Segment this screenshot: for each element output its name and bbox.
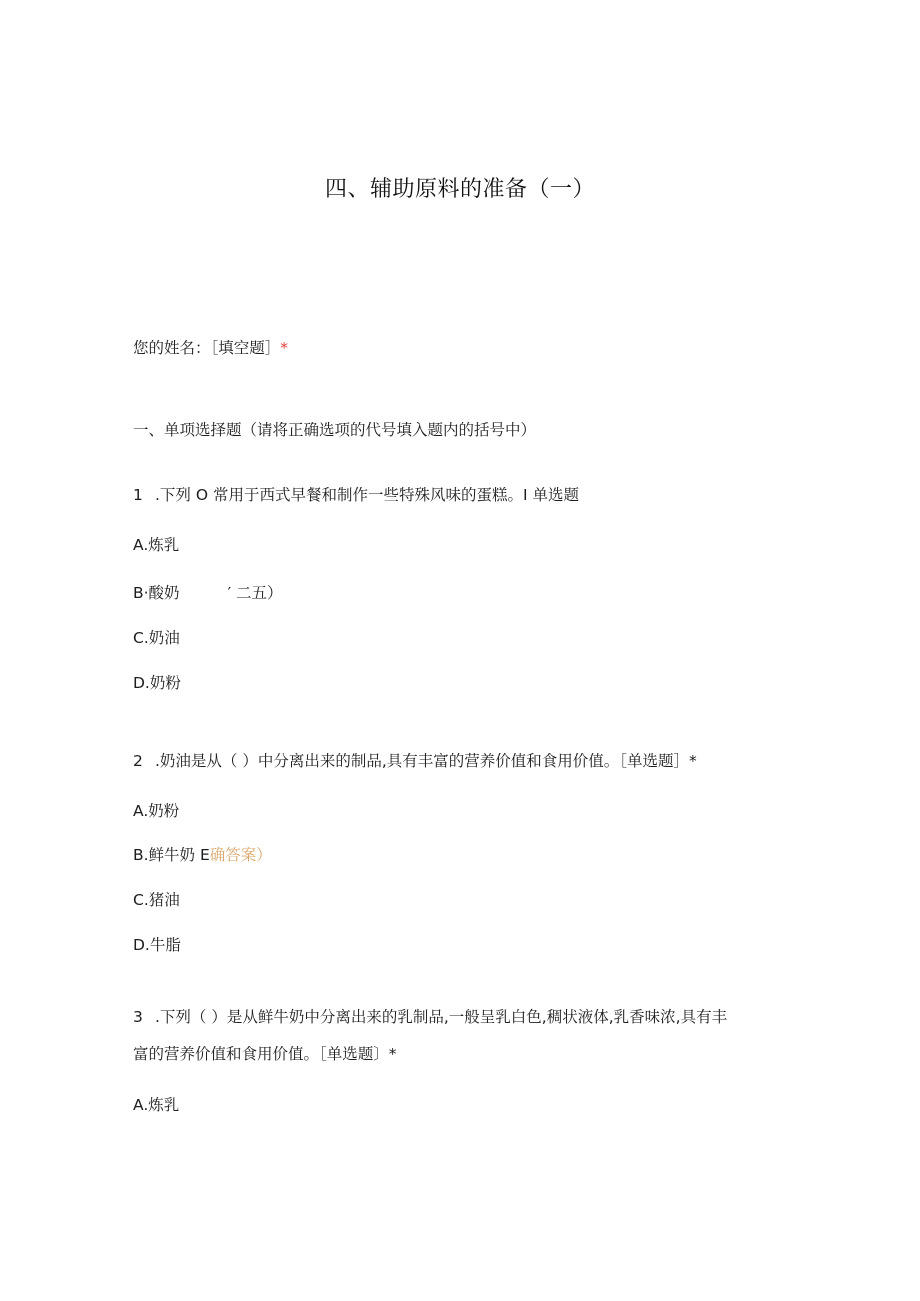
question-3-stem-line1: .下列（ ）是从鲜牛奶中分离出来的乳制品,一般呈乳白色,稠状液体,乳香味浓,具有丰 [155, 1008, 728, 1026]
section-heading: 一、单项选择题（请将正确选项的代号填入题内的括号中） [133, 421, 537, 439]
q1-option-d[interactable]: D.奶粉 [133, 674, 181, 692]
question-3-text [133, 1005, 727, 1027]
answer-hint: 确答案） [209, 846, 272, 864]
name-question[interactable] [133, 336, 288, 358]
option-note: ′ 二五） [227, 584, 283, 602]
question-3-stem-line2: 富的营养价值和食用价值。［单选题〕* [133, 1045, 397, 1063]
option-label: B.鲜牛奶 E [133, 846, 210, 864]
question-2-text [133, 749, 697, 771]
required-mark: * [280, 339, 289, 357]
question-2-stem: .奶油是从（ ）中分离出来的制品,具有丰富的营养价值和食用价值。［单选题］* [155, 752, 697, 770]
name-question-label: 您的姓名：［填空题］ [133, 339, 281, 357]
option-label: B·酸奶 [133, 584, 180, 602]
question-1-text [133, 483, 579, 505]
q2-option-d[interactable]: D.牛脂 [133, 936, 181, 954]
q1-option-a[interactable]: A.炼乳 [133, 536, 180, 554]
q2-option-c[interactable]: C.猪油 [133, 891, 180, 909]
q1-option-c[interactable]: C.奶油 [133, 629, 180, 647]
q2-option-a[interactable]: A.奶粉 [133, 802, 180, 820]
page-title: 四、辅助原料的准备（一） [324, 177, 595, 202]
question-number: 2 [133, 752, 143, 770]
q2-option-b[interactable] [133, 843, 272, 865]
q1-option-b[interactable] [133, 581, 283, 603]
q3-option-a[interactable]: A.炼乳 [133, 1096, 180, 1114]
question-1-stem: .下列 O 常用于西式早餐和制作一些特殊风味的蛋糕。I 单选题 [155, 486, 579, 504]
question-number: 3 [133, 1008, 143, 1026]
question-number: 1 [133, 486, 143, 504]
